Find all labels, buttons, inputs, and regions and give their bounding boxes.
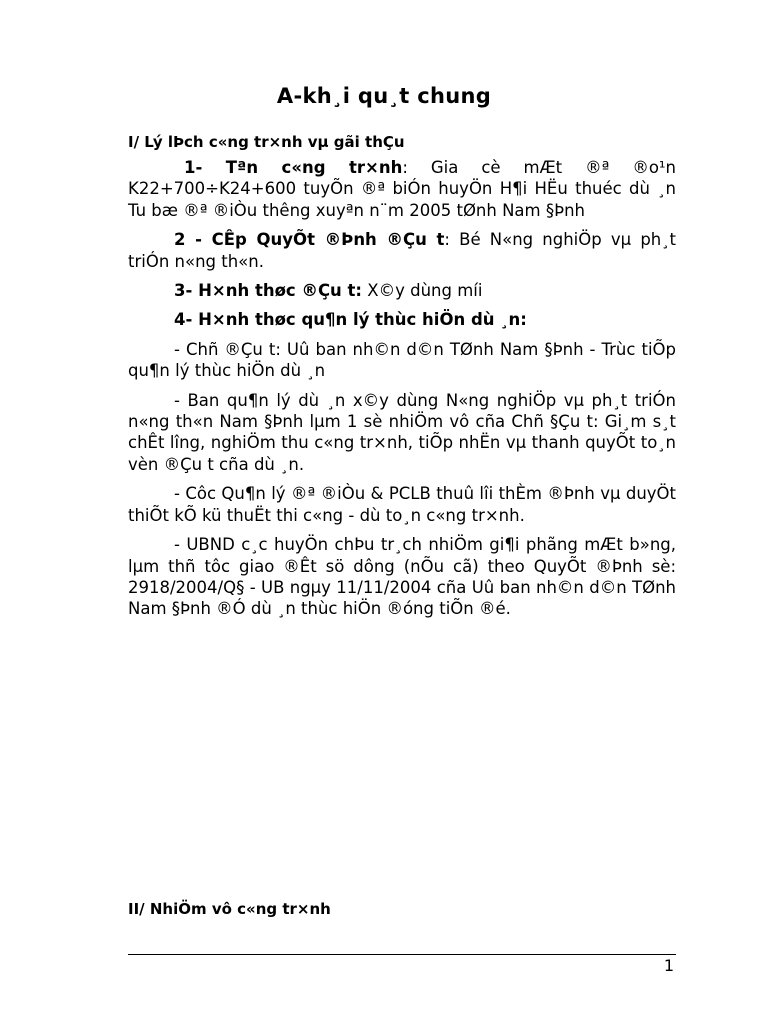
paragraph-text: X©y dùng míi (362, 281, 483, 301)
paragraph-label: 2 - CÊp QuyÕt ®Þnh ®Çu t (174, 230, 445, 250)
paragraph-label: 1- Tªn c«ng tr×nh (184, 158, 403, 177)
paragraph-decision-level (128, 229, 676, 272)
paragraph-text: - UBND c¸c huyÖn chÞu tr¸ch nhiÖm gi¶i phãng mÆt b»ng, lµm thñ tôc giao ®Êt sö dông (nÕu cã) theo QuyÕt ®Þnh sè: 2918/2004/Q§ - UB ngµy 11/11/2004 cña Uû ban nh©n d©n TØnh Nam §Þnh ®Ó dù ¸n thùc hiÖn ®óng tiÕn ®é. (128, 535, 676, 619)
paragraph-text: : Bé N«ng nghiÖp vµ ph¸t triÓn n«ng th«n. (128, 230, 676, 271)
paragraph-project-board (128, 390, 676, 476)
section-heading-1: I/ Lý lÞch c«ng tr×nh vµ gãi thÇu (128, 133, 405, 151)
paragraph-project-name (128, 157, 676, 221)
paragraph-label: 4- H×nh thøc qu¶n lý thùc hiÖn dù ¸n: (174, 310, 527, 330)
paragraph-text: : Gia cè mÆt ®ª ®o¹n K22+700÷K24+600 tuyÕn ®ª biÓn huyÖn H¶i HËu thuéc dù ¸n Tu bæ ®ª ®iÒu thêng xuyªn n¨m 2005 tØnh Nam §Þnh (128, 158, 677, 220)
paragraph-district-committee (128, 534, 676, 620)
paragraph-label: 3- H×nh thøc ®Çu t: (174, 281, 363, 301)
page-number: 1 (663, 956, 674, 975)
paragraph-text: - Ban qu¶n lý dù ¸n x©y dùng N«ng nghiÖp vµ ph¸t triÓn n«ng th«n Nam §Þnh lµm 1 sè nhiÖm vô cña Chñ §Çu t: Gi¸m s¸t chÊt lîng, nghiÖm thu c«ng tr×nh, tiÕp nhËn vµ thanh quyÕt to¸n vèn ®Çu t cña dù ¸n. (128, 390, 676, 474)
document-body (128, 157, 676, 628)
paragraph-management-form (128, 309, 676, 330)
paragraph-text: - Chñ ®Çu t: Uû ban nh©n d©n TØnh Nam §Þnh - Trùc tiÕp qu¶n lý thùc hiÖn dù ¸n (128, 339, 676, 381)
paragraph-investor (128, 339, 676, 382)
section-heading-2: II/ NhiÖm vô c«ng tr×nh (128, 900, 331, 918)
paragraph-text: - Côc Qu¶n lý ®ª ®iÒu & PCLB thuû lîi thÈm ®Þnh vµ duyÖt thiÕt kÕ kü thuËt thi c«ng - dù to¸n c«ng tr×nh. (128, 484, 676, 525)
paragraph-investment-form (128, 280, 676, 301)
footer-divider (128, 954, 676, 955)
paragraph-dike-department (128, 483, 676, 526)
document-title: A-kh¸i qu¸t chung (276, 84, 492, 108)
